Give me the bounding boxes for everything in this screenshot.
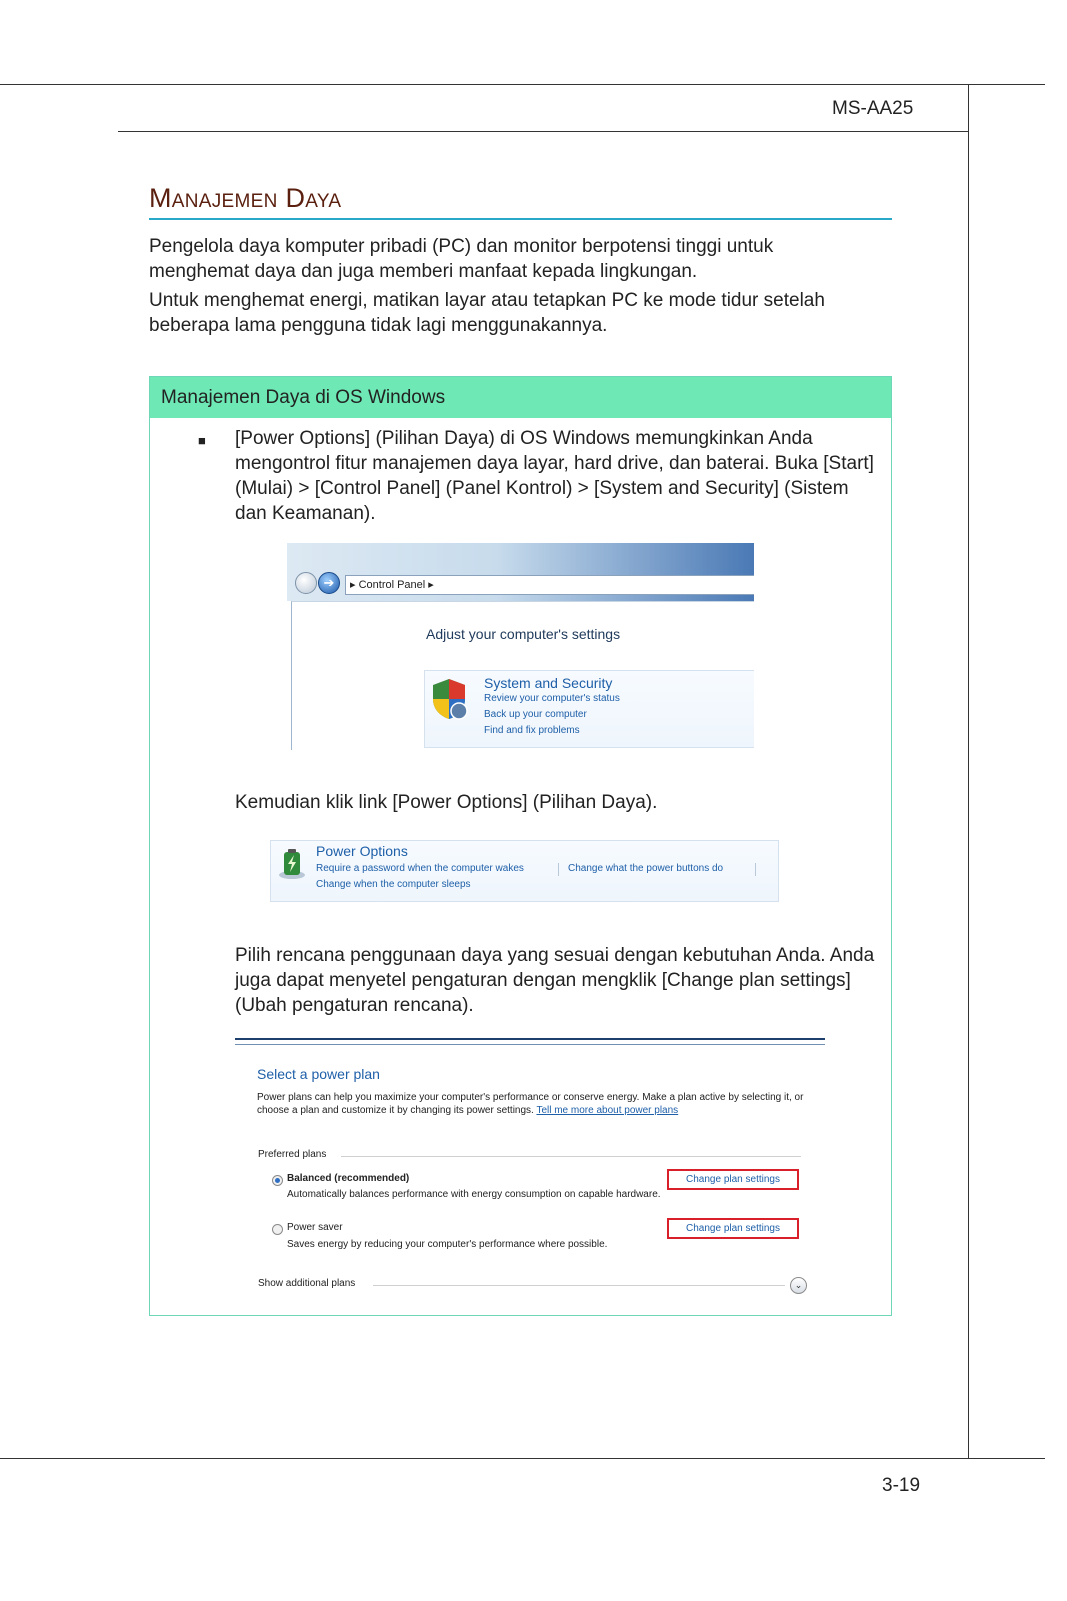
intro-paragraph: Pengelola daya komputer pribadi (PC) dan monitor berpotensi tinggi untuk menghemat daya dan juga memberi manfaat kepada lingkungan. — [149, 236, 774, 282]
tell-me-more-link[interactable]: Tell me more about power plans — [536, 1105, 679, 1116]
balanced-radio[interactable] — [272, 1175, 283, 1186]
balanced-plan-name[interactable]: Balanced (recommended) — [287, 1173, 410, 1184]
find-fix-link[interactable]: Find and fix problems — [484, 725, 580, 736]
power-saver-radio[interactable] — [272, 1224, 283, 1235]
intro-paragraph: Untuk menghemat energi, matikan layar atau tetapkan PC ke mode tidur setelah beberapa lama pengguna tidak lagi menggunakannya. — [149, 290, 825, 336]
power-plan-title: Select a power plan — [257, 1066, 380, 1082]
show-additional-plans[interactable]: Show additional plans — [258, 1278, 356, 1289]
step-1-text: [Power Options] (Pilihan Daya) di OS Windows memungkinkan Anda mengontrol fitur manajemen daya layar, hard drive, dan baterai. Buka [Start] (Mulai) > [Control Panel] (Panel Kontrol) > [System and Security] (Sistem dan Keamanan). — [235, 428, 874, 524]
battery-icon — [275, 846, 309, 880]
window-top-border — [235, 1038, 825, 1045]
system-security-category[interactable] — [424, 670, 754, 748]
power-options-screenshot — [270, 840, 779, 902]
power-plan-screenshot — [235, 1038, 830, 1298]
description-text: Power plans can help you maximize your computer's performance or conserve energy. Make a plan active by selecting it, or choose a plan and customize it by changing its power settings. — [257, 1092, 804, 1116]
review-status-link[interactable]: Review your computer's status — [484, 693, 620, 704]
page-number: 3-19 — [882, 1475, 921, 1496]
power-buttons-link[interactable]: Change what the power buttons do — [568, 863, 724, 874]
preferred-plans-label: Preferred plans — [258, 1149, 327, 1160]
instruction-panel — [149, 376, 892, 1316]
group-divider — [341, 1156, 801, 1157]
power-saver-plan-description: Saves energy by reducing your computer's performance where possible. — [287, 1239, 608, 1250]
category-title[interactable]: System and Security — [484, 675, 613, 691]
backup-link[interactable]: Back up your computer — [484, 709, 587, 720]
header-rule — [118, 131, 969, 132]
balanced-plan-description: Automatically balances performance with energy consumption on capable hardware. — [287, 1189, 661, 1200]
model-number: MS-AA25 — [832, 98, 914, 119]
power-plan-description — [257, 1091, 817, 1117]
top-rule — [0, 84, 1045, 85]
panel-title: Manajemen Daya di OS Windows — [150, 377, 891, 418]
bottom-rule — [0, 1458, 1045, 1459]
change-plan-settings-link[interactable]: Change plan settings — [667, 1169, 799, 1190]
back-button[interactable] — [295, 572, 317, 594]
arrow-right-icon: ➔ — [323, 575, 335, 590]
bullet-icon: ■ — [198, 433, 206, 448]
control-panel-screenshot — [287, 543, 754, 750]
chevron-down-icon[interactable]: ⌄ — [790, 1277, 807, 1294]
control-panel-heading: Adjust your computer's settings — [426, 626, 621, 642]
change-plan-settings-link[interactable]: Change plan settings — [667, 1218, 799, 1239]
section-title: Manajemen Daya — [149, 183, 342, 213]
step-3-text: Pilih rencana penggunaan daya yang sesuai dengan kebutuhan Anda. Anda juga dapat menyetel pengaturan dengan mengklik [Change plan settings] (Ubah pengaturan rencana). — [235, 945, 875, 1016]
section-title-rule — [149, 218, 892, 220]
address-bar[interactable]: ▸ Control Panel ▸ — [345, 575, 754, 595]
shield-icon — [429, 677, 469, 721]
intro-text — [149, 234, 869, 342]
computer-sleeps-link[interactable]: Change when the computer sleeps — [316, 879, 471, 890]
step-2-text: Kemudian klik link [Power Options] (Pilihan Daya). — [235, 792, 658, 813]
right-margin-rule — [968, 84, 969, 1459]
link-separator — [755, 863, 756, 876]
power-saver-plan-name[interactable]: Power saver — [287, 1222, 343, 1233]
show-more-divider — [373, 1285, 785, 1286]
link-separator — [558, 863, 559, 876]
require-password-link[interactable]: Require a password when the computer wakes — [316, 863, 524, 874]
power-options-title[interactable]: Power Options — [316, 843, 408, 859]
forward-button[interactable] — [318, 572, 340, 594]
